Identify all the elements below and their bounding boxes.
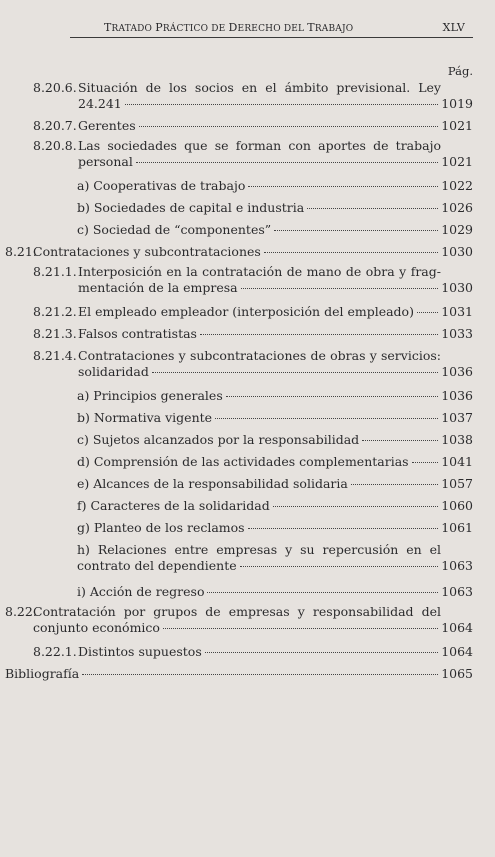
dot-leader bbox=[351, 484, 438, 485]
toc-section-number: 8.21.2. bbox=[33, 304, 77, 319]
dot-leader bbox=[207, 592, 438, 593]
toc-page-number: 1029 bbox=[441, 222, 473, 237]
toc-page-number: 1065 bbox=[441, 666, 473, 681]
toc-entry bbox=[5, 666, 473, 682]
toc-entry bbox=[5, 604, 473, 636]
toc-entry bbox=[77, 454, 473, 470]
toc-entry-title: g) Planteo de los reclamos bbox=[77, 520, 245, 535]
toc-page-number: 1060 bbox=[441, 498, 473, 513]
toc-entry-title-line: Las sociedades que se forman con aportes de trabajo bbox=[78, 138, 441, 153]
toc-entry-title: a) Cooperativas de trabajo bbox=[77, 178, 246, 193]
toc-entry bbox=[77, 200, 473, 216]
toc-page-number: 1019 bbox=[441, 96, 473, 111]
toc-entry-title: i) Acción de regreso bbox=[77, 584, 205, 599]
toc-entry bbox=[33, 138, 473, 170]
toc-entry-title: contrato del dependiente bbox=[77, 558, 237, 573]
dot-leader bbox=[273, 506, 438, 507]
toc-entry bbox=[33, 326, 473, 342]
dot-leader bbox=[264, 252, 438, 253]
toc-page-number: 1026 bbox=[441, 200, 473, 215]
dot-leader bbox=[241, 288, 438, 289]
toc-entry-title-line: Interposición en la contratación de mano de obra y frag- bbox=[78, 264, 441, 279]
toc-section-number: 8.21.1. bbox=[33, 264, 77, 279]
page-number: XLV bbox=[442, 21, 465, 34]
toc-entry bbox=[77, 432, 473, 448]
dot-leader bbox=[139, 126, 438, 127]
toc-entry-title: 24.241 bbox=[78, 96, 122, 111]
dot-leader bbox=[274, 230, 438, 231]
toc-entry bbox=[5, 244, 473, 260]
toc-section-number: 8.21.3. bbox=[33, 326, 77, 341]
toc-entry-title: d) Comprensión de las actividades complementarias bbox=[77, 454, 409, 469]
dot-leader bbox=[248, 528, 438, 529]
toc-page-number: 1030 bbox=[441, 244, 473, 259]
dot-leader bbox=[125, 104, 438, 105]
toc-entry bbox=[33, 118, 473, 134]
toc-page-number: 1021 bbox=[441, 154, 473, 169]
toc-entry bbox=[77, 542, 473, 574]
toc-page-number: 1064 bbox=[441, 644, 473, 659]
toc-entry-title: mentación de la empresa bbox=[78, 280, 238, 295]
dot-leader bbox=[417, 312, 438, 313]
toc-entry-title: conjunto económico bbox=[33, 620, 160, 635]
toc-entry-title-line: Situación de los socios en el ámbito previsional. Ley bbox=[78, 80, 441, 95]
toc-page-number: 1036 bbox=[441, 388, 473, 403]
toc-entry-title: b) Sociedades de capital e industria bbox=[77, 200, 305, 215]
toc-entry-title: Distintos supuestos bbox=[78, 644, 202, 659]
dot-leader bbox=[163, 628, 438, 629]
toc-entry-title: c) Sujetos alcanzados por la responsabilidad bbox=[77, 432, 360, 447]
toc-page-number: 1057 bbox=[441, 476, 473, 491]
dot-leader bbox=[82, 674, 438, 675]
toc-entry-title: personal bbox=[78, 154, 133, 169]
toc-entry-title: c) Sociedad de “componentes” bbox=[77, 222, 272, 237]
toc-page-number: 1036 bbox=[441, 364, 473, 379]
dot-leader bbox=[200, 334, 438, 335]
toc-entry bbox=[77, 584, 473, 600]
toc-page-number: 1061 bbox=[441, 520, 473, 535]
toc-entry bbox=[77, 388, 473, 404]
dot-leader bbox=[362, 440, 438, 441]
toc-section-number: 8.22.1. bbox=[33, 644, 77, 659]
toc-entry bbox=[77, 498, 473, 514]
toc-entry-title: Gerentes bbox=[78, 118, 136, 133]
toc-entry-title: e) Alcances de la responsabilidad solidaria bbox=[77, 476, 348, 491]
toc-entry-title: solidaridad bbox=[78, 364, 149, 379]
toc-page-number: 1033 bbox=[441, 326, 473, 341]
toc-page-number: 1037 bbox=[441, 410, 473, 425]
toc-entry-title: Contrataciones y subcontrataciones bbox=[33, 244, 261, 259]
toc-entry-title-line: Contrataciones y subcontrataciones de obras y servicios: bbox=[78, 348, 441, 363]
toc-section-number: 8.20.7. bbox=[33, 118, 77, 133]
toc-entry bbox=[33, 304, 473, 320]
toc-entry-title: a) Principios generales bbox=[77, 388, 223, 403]
toc-section-number: 8.21.4. bbox=[33, 348, 77, 363]
toc-page-number: 1063 bbox=[441, 584, 473, 599]
toc-page-number: 1022 bbox=[441, 178, 473, 193]
dot-leader bbox=[136, 162, 438, 163]
toc-entry bbox=[77, 476, 473, 492]
toc-entry bbox=[77, 410, 473, 426]
dot-leader bbox=[152, 372, 438, 373]
toc-entry-title: El empleado empleador (interposición del empleado) bbox=[78, 304, 414, 319]
dot-leader bbox=[307, 208, 438, 209]
toc-section-number: 8.21. bbox=[5, 244, 37, 259]
toc-entry-title: Falsos contratistas bbox=[78, 326, 197, 341]
toc-section-number: 8.20.8. bbox=[33, 138, 77, 153]
toc-entry bbox=[33, 348, 473, 380]
toc-page-number: 1031 bbox=[441, 304, 473, 319]
toc-section-number: 8.22. bbox=[5, 604, 37, 619]
toc-entry bbox=[33, 80, 473, 112]
toc-entry-title-line: Contratación por grupos de empresas y responsabilidad del bbox=[33, 604, 441, 619]
toc-entry bbox=[77, 222, 473, 238]
book-title: TRATADO PRÁCTICO DE DERECHO DEL TRABAJO bbox=[104, 21, 354, 34]
toc-entry-title: Bibliografía bbox=[5, 666, 80, 681]
toc-page-number: 1030 bbox=[441, 280, 473, 295]
toc-page-number: 1038 bbox=[441, 432, 473, 447]
toc-page-number: 1063 bbox=[441, 558, 473, 573]
dot-leader bbox=[248, 186, 438, 187]
dot-leader bbox=[412, 462, 438, 463]
dot-leader bbox=[240, 566, 438, 567]
toc-section-number: 8.20.6. bbox=[33, 80, 77, 95]
toc-page-number: 1021 bbox=[441, 118, 473, 133]
toc-entry-title-line: h) Relaciones entre empresas y su repercusión en el bbox=[77, 542, 441, 557]
page-column-label: Pág. bbox=[447, 64, 473, 78]
running-header bbox=[70, 19, 473, 38]
toc-entry bbox=[33, 644, 473, 660]
toc-entry bbox=[77, 520, 473, 536]
toc-page-number: 1041 bbox=[441, 454, 473, 469]
toc-entry-title: f) Caracteres de la solidaridad bbox=[77, 498, 270, 513]
dot-leader bbox=[205, 652, 438, 653]
toc-entry-title: b) Normativa vigente bbox=[77, 410, 213, 425]
toc-entry bbox=[77, 178, 473, 194]
toc-page-number: 1064 bbox=[441, 620, 473, 635]
dot-leader bbox=[226, 396, 438, 397]
toc-entry bbox=[33, 264, 473, 296]
dot-leader bbox=[215, 418, 438, 419]
